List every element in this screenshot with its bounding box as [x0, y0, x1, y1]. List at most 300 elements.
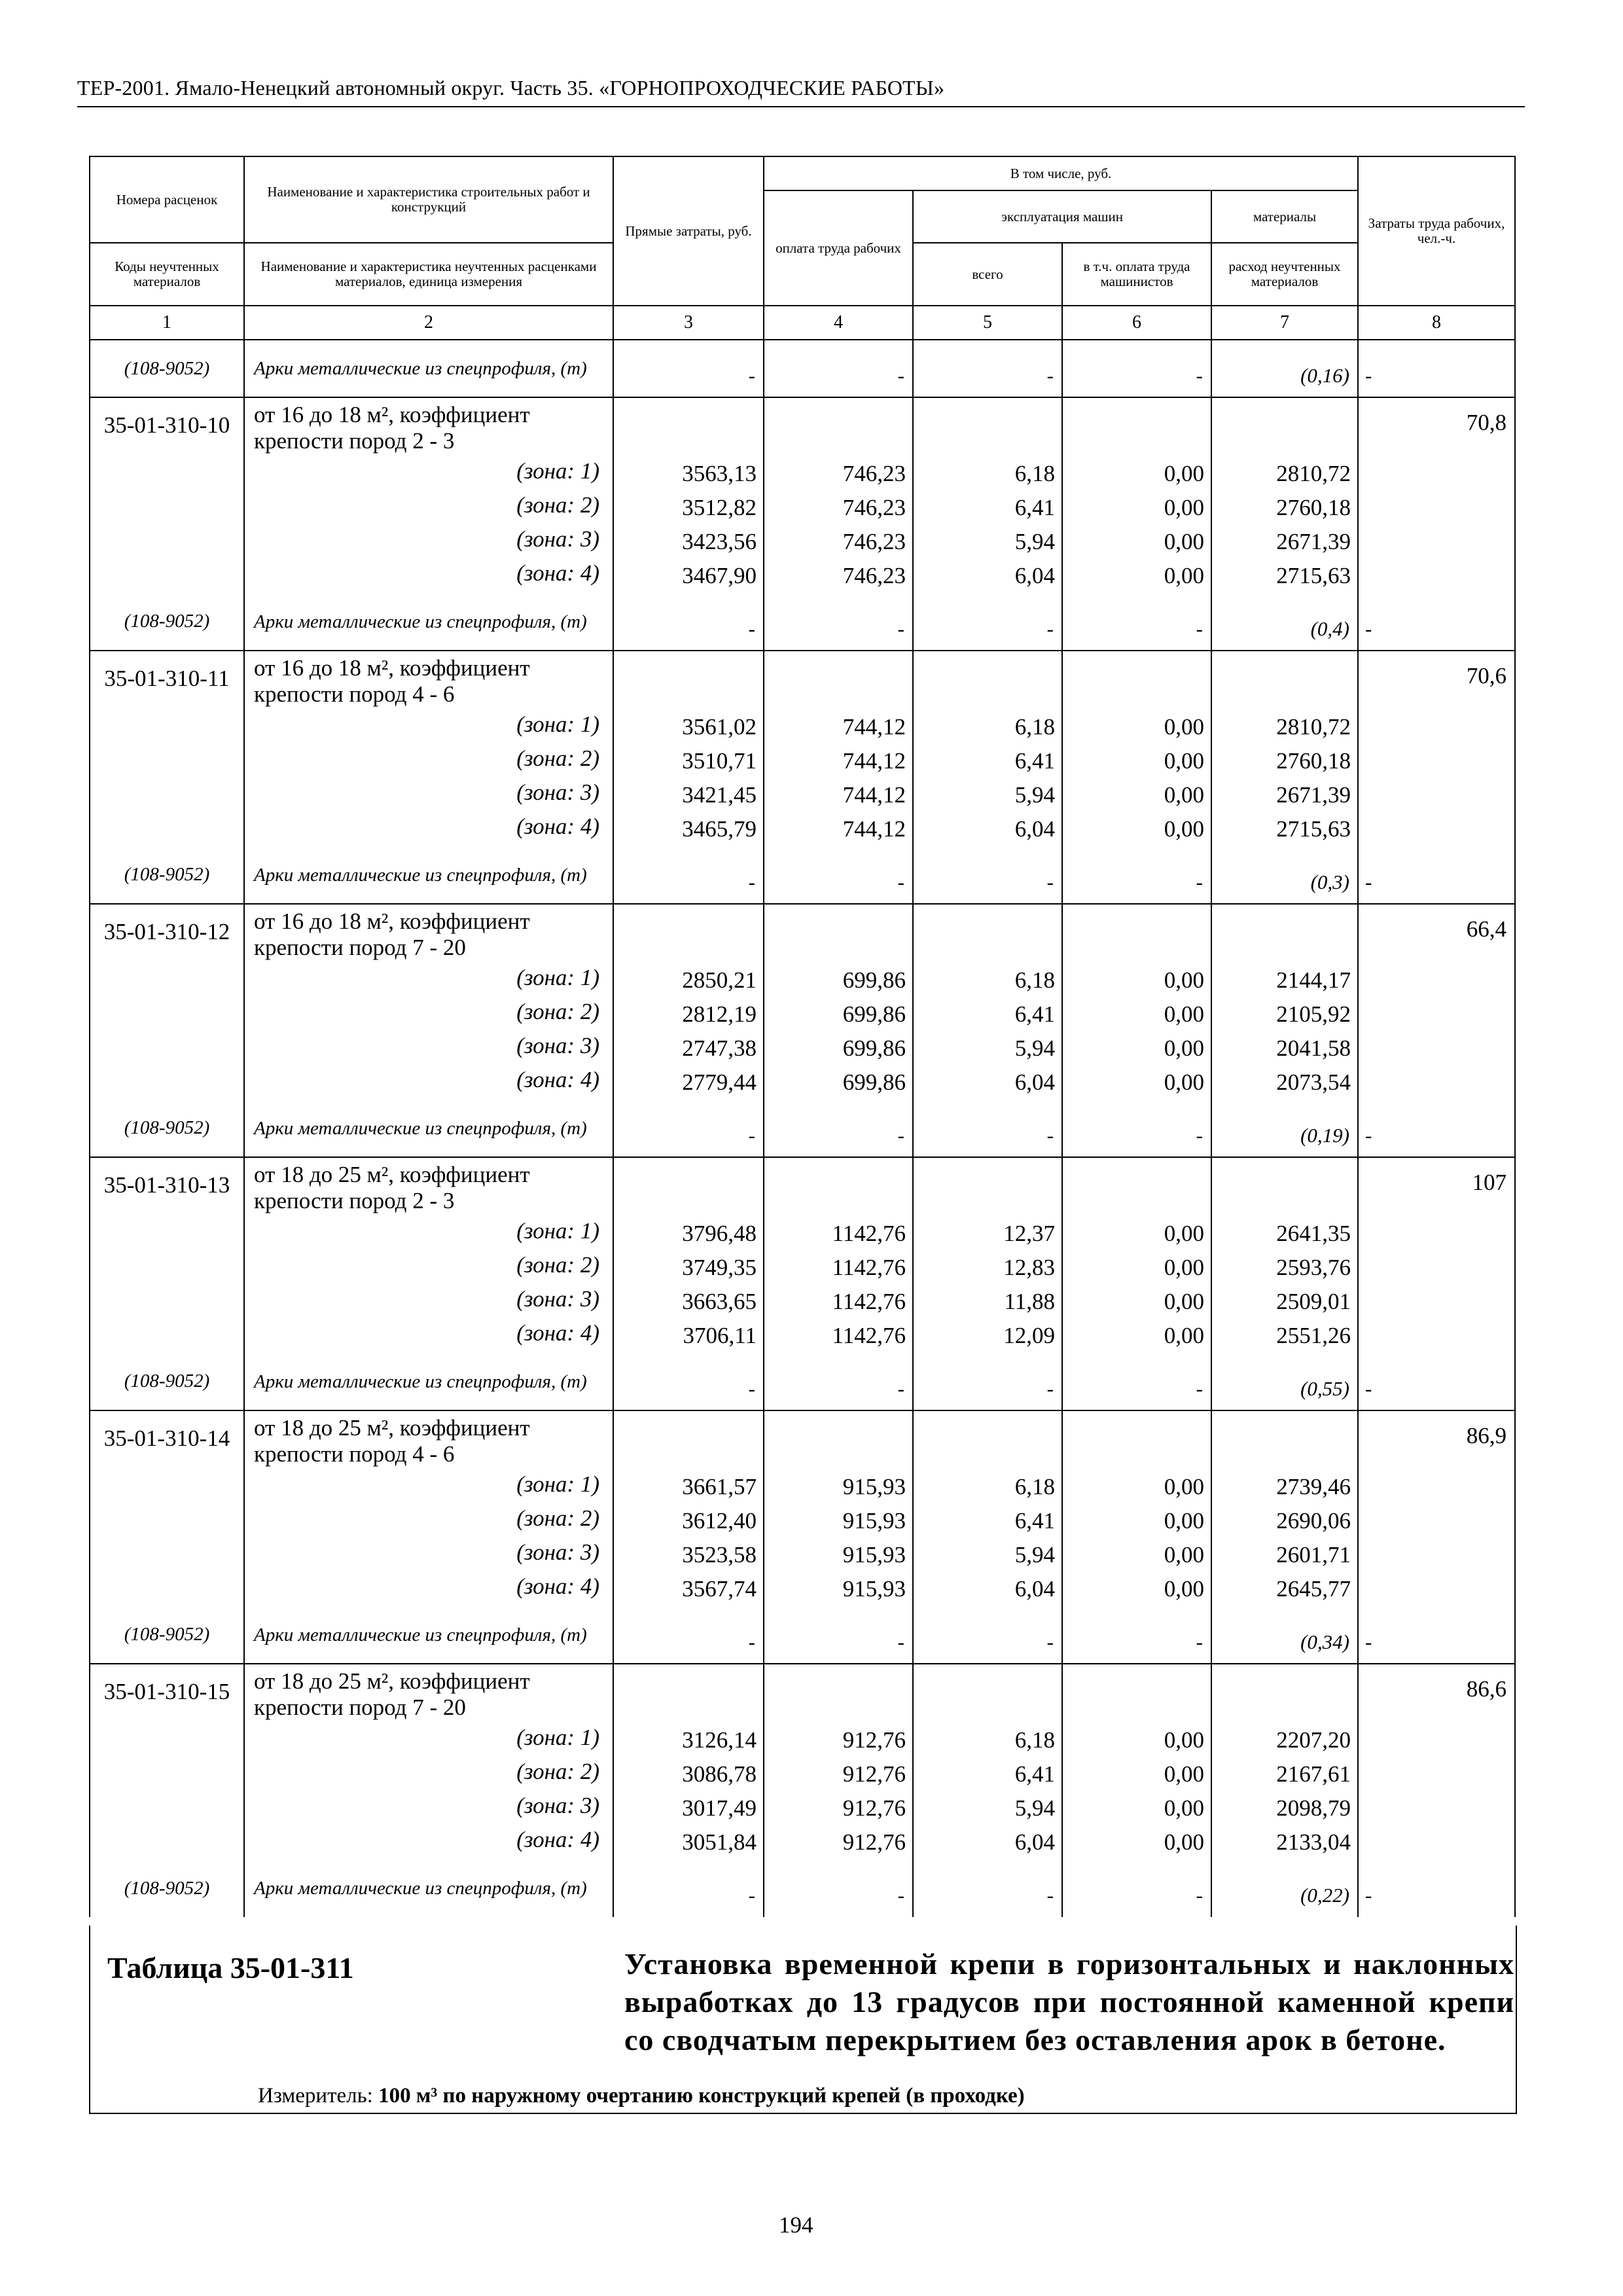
material-quantity: (0,55): [1211, 1353, 1358, 1410]
zone-label: (зона: 4): [516, 814, 599, 839]
header-labor-costs: Затраты труда рабочих, чел.-ч.: [1358, 156, 1515, 306]
machines-value-cell: [913, 397, 1062, 593]
consumable-row: [90, 1859, 1515, 1917]
materials-value: 2645,77: [1276, 1576, 1351, 1602]
dash-cell: -: [913, 1100, 1062, 1157]
material-quantity: (0,34): [1211, 1606, 1358, 1664]
header-direct-costs: Прямые затраты, руб.: [613, 156, 764, 306]
header-wages: оплата труда рабочих: [764, 190, 913, 306]
wages-value: 744,12: [842, 782, 906, 808]
header-machines-total: всего: [913, 243, 1062, 306]
rate-block: [90, 1664, 1515, 1917]
materials-value: 2810,72: [1276, 714, 1351, 740]
wages-value-cell: [764, 397, 913, 593]
direct-cost: 3796,48: [682, 1221, 757, 1246]
wages-value: 912,76: [842, 1829, 906, 1855]
direct-cost: 3523,58: [682, 1542, 757, 1568]
operators-wages-value: 0,00: [1164, 1323, 1204, 1348]
material-code: (108-9052): [90, 1353, 244, 1410]
table-measure: [258, 2084, 1025, 2108]
wages-value-cell: [764, 1664, 913, 1859]
materials-value: 2671,39: [1276, 529, 1351, 554]
machines-value: 5,94: [1014, 782, 1055, 808]
wages-value: 744,12: [842, 816, 906, 842]
dash-cell: -: [913, 846, 1062, 904]
page-number: 194: [779, 2212, 813, 2238]
zone-label: (зона: 1): [516, 1471, 599, 1497]
machines-value: 11,88: [1004, 1289, 1055, 1314]
zone-label: (зона: 1): [516, 458, 599, 484]
operators-wages-value-cell: [1062, 397, 1211, 593]
header-materials: материалы: [1211, 190, 1358, 243]
dash-cell: -: [764, 1606, 913, 1664]
operators-wages-value: 0,00: [1164, 1289, 1204, 1314]
page-header: ТЕР-2001. Ямало-Ненецкий автономный округ. Часть 35. «ГОРНОПРОХОДЧЕСКИЕ РАБОТЫ»: [77, 76, 945, 99]
rate-characteristic: от 16 до 18 м², коэффициент крепости пород 7 - 20: [254, 908, 530, 960]
zone-label: (зона: 2): [516, 745, 599, 771]
rate-characteristic: от 18 до 25 м², коэффициент крепости пород 2 - 3: [254, 1162, 530, 1213]
machines-value: 12,37: [1003, 1221, 1055, 1246]
materials-value: 2601,71: [1276, 1542, 1351, 1568]
dash-cell: -: [764, 846, 913, 904]
header-including: В том числе, руб.: [764, 156, 1358, 190]
materials-value: 2715,63: [1276, 816, 1351, 842]
direct-cost: 3510,71: [682, 748, 757, 774]
direct-cost: 3563,13: [682, 461, 757, 486]
zone-label: (зона: 2): [516, 1505, 599, 1531]
operators-wages-value: 0,00: [1164, 1829, 1204, 1855]
direct-cost: 3017,49: [682, 1795, 757, 1821]
dash-cell: -: [1358, 1606, 1515, 1664]
wages-value: 915,93: [842, 1474, 906, 1499]
materials-value: 2690,06: [1276, 1508, 1351, 1534]
materials-value-cell: [1211, 1410, 1358, 1606]
dash-cell: -: [1358, 1859, 1515, 1917]
direct-cost: 3467,90: [682, 563, 757, 588]
machines-value: 5,94: [1014, 1542, 1055, 1568]
rate-description: [244, 904, 613, 1100]
wages-value: 699,86: [842, 1035, 906, 1061]
dash-cell: -: [613, 846, 764, 904]
machines-value: 6,18: [1014, 714, 1055, 740]
dash-cell: -: [1062, 1606, 1211, 1664]
measure-value: 100 м³ по наружному очертанию конструкций крепей (в проходке): [378, 2084, 1025, 2108]
wages-value-cell: [764, 651, 913, 846]
dash-cell: -: [1062, 1100, 1211, 1157]
direct-cost-cell: [613, 397, 764, 593]
dash-cell: -: [764, 1859, 913, 1917]
direct-cost: 3126,14: [682, 1727, 757, 1753]
zone-label: (зона: 3): [516, 1539, 599, 1565]
dash-cell: -: [764, 340, 913, 397]
direct-cost: 3567,74: [682, 1576, 757, 1602]
dash-cell: -: [1062, 1353, 1211, 1410]
materials-value: 2760,18: [1276, 495, 1351, 520]
direct-cost: 2812,19: [682, 1001, 757, 1027]
materials-value: 2073,54: [1276, 1069, 1351, 1095]
materials-value: 2739,46: [1276, 1474, 1351, 1499]
direct-cost: 2779,44: [682, 1069, 757, 1095]
rate-code: 35-01-310-13: [90, 1157, 244, 1353]
material-quantity: (0,4): [1211, 593, 1358, 651]
rate-row: [90, 1157, 1515, 1353]
column-number: 7: [1211, 306, 1358, 340]
rate-row: [90, 397, 1515, 593]
direct-cost: 3661,57: [682, 1474, 757, 1499]
rate-row: [90, 651, 1515, 846]
materials-value: 2105,92: [1276, 1001, 1351, 1027]
labor-cost: 107: [1358, 1157, 1515, 1353]
direct-cost: 3749,35: [682, 1255, 757, 1280]
wages-value: 744,12: [842, 714, 906, 740]
wages-value: 1142,76: [832, 1323, 906, 1348]
machines-value-cell: [913, 651, 1062, 846]
zone-label: (зона: 2): [516, 1759, 599, 1784]
machines-value: 6,18: [1014, 967, 1055, 993]
operators-wages-value: 0,00: [1164, 1508, 1204, 1534]
zone-label: (зона: 3): [516, 780, 599, 805]
wages-value-cell: [764, 904, 913, 1100]
material-code: (108-9052): [90, 1859, 244, 1917]
dash-cell: -: [913, 1353, 1062, 1410]
rate-row: [90, 904, 1515, 1100]
zone-label: (зона: 1): [516, 1725, 599, 1750]
direct-cost-cell: [613, 1410, 764, 1606]
materials-value: 2671,39: [1276, 782, 1351, 808]
rates-table: [89, 156, 1516, 1917]
direct-cost: 3512,82: [682, 495, 757, 520]
materials-value: 2715,63: [1276, 563, 1351, 588]
machines-value-cell: [913, 1157, 1062, 1353]
operators-wages-value: 0,00: [1164, 1035, 1204, 1061]
table-number: Таблица 35-01-311: [107, 1951, 354, 1984]
consumable-row: [90, 593, 1515, 651]
rate-code: 35-01-310-15: [90, 1664, 244, 1859]
header-machines: эксплуатация машин: [913, 190, 1211, 243]
dash-cell: -: [1062, 846, 1211, 904]
zone-label: (зона: 4): [516, 1067, 599, 1092]
dash-cell: -: [613, 340, 764, 397]
direct-cost: 3663,65: [682, 1289, 757, 1314]
machines-value: 12,09: [1003, 1323, 1055, 1348]
labor-cost: 86,9: [1358, 1410, 1515, 1606]
material-quantity: (0,19): [1211, 1100, 1358, 1157]
header-work-name: Наименование и характеристика строительных работ и конструкций: [244, 156, 613, 243]
operators-wages-value: 0,00: [1164, 1001, 1204, 1027]
consumable-row: [90, 340, 1515, 397]
machines-value: 6,41: [1014, 1001, 1055, 1027]
wages-value-cell: [764, 1410, 913, 1606]
machines-value: 5,94: [1014, 1795, 1055, 1821]
direct-cost: 2850,21: [682, 967, 757, 993]
dash-cell: -: [613, 1606, 764, 1664]
wages-value: 915,93: [842, 1542, 906, 1568]
operators-wages-value: 0,00: [1164, 495, 1204, 520]
zone-label: (зона: 2): [516, 1252, 599, 1278]
materials-value: 2133,04: [1276, 1829, 1351, 1855]
rate-characteristic: от 16 до 18 м², коэффициент крепости пород 2 - 3: [254, 402, 530, 454]
materials-value: 2144,17: [1276, 967, 1351, 993]
material-name: Арки металлические из спецпрофиля, (т): [244, 846, 613, 904]
material-code: (108-9052): [90, 593, 244, 651]
operators-wages-value: 0,00: [1164, 782, 1204, 808]
wages-value: 912,76: [842, 1761, 906, 1787]
operators-wages-value: 0,00: [1164, 967, 1204, 993]
material-quantity: (0,22): [1211, 1859, 1358, 1917]
materials-value: 2207,20: [1276, 1727, 1351, 1753]
dash-cell: -: [1358, 593, 1515, 651]
wages-value: 1142,76: [832, 1221, 906, 1246]
material-name: Арки металлические из спецпрофиля, (т): [244, 1353, 613, 1410]
zone-label: (зона: 1): [516, 965, 599, 990]
direct-cost-cell: [613, 1157, 764, 1353]
zone-label: (зона: 3): [516, 526, 599, 552]
dash-cell: -: [1358, 846, 1515, 904]
wages-value: 912,76: [842, 1727, 906, 1753]
direct-cost: 3706,11: [683, 1323, 757, 1348]
machines-value: 5,94: [1014, 1035, 1055, 1061]
machines-value-cell: [913, 1664, 1062, 1859]
direct-cost: 3465,79: [682, 816, 757, 842]
zone-label: (зона: 4): [516, 1320, 599, 1346]
material-name: Арки металлические из спецпрофиля, (т): [244, 340, 613, 397]
rate-characteristic: от 18 до 25 м², коэффициент крепости пород 7 - 20: [254, 1668, 530, 1720]
machines-value: 6,04: [1014, 563, 1055, 588]
header-material-names: Наименование и характеристика неучтенных расценками материалов, единица измерения: [244, 243, 613, 306]
material-code: (108-9052): [90, 846, 244, 904]
direct-cost: 3086,78: [682, 1761, 757, 1787]
machines-value-cell: [913, 1410, 1062, 1606]
materials-value: 2760,18: [1276, 748, 1351, 774]
machines-value-cell: [913, 904, 1062, 1100]
wages-value: 746,23: [842, 495, 906, 520]
dash-cell: -: [1062, 1859, 1211, 1917]
operators-wages-value: 0,00: [1164, 1474, 1204, 1499]
zone-label: (зона: 4): [516, 1827, 599, 1852]
labor-cost: 66,4: [1358, 904, 1515, 1100]
material-name: Арки металлические из спецпрофиля, (т): [244, 593, 613, 651]
wages-value: 699,86: [842, 967, 906, 993]
direct-cost: 3423,56: [682, 529, 757, 554]
materials-value: 2041,58: [1276, 1035, 1351, 1061]
material-code: (108-9052): [90, 1100, 244, 1157]
header-operators-wages: в т.ч. оплата труда машинистов: [1062, 243, 1211, 306]
machines-value: 6,04: [1014, 816, 1055, 842]
machines-value: 6,04: [1014, 1829, 1055, 1855]
materials-value-cell: [1211, 397, 1358, 593]
zone-label: (зона: 2): [516, 492, 599, 518]
zone-label: (зона: 4): [516, 560, 599, 586]
machines-value: 6,04: [1014, 1069, 1055, 1095]
dash-cell: -: [613, 593, 764, 651]
material-name: Арки металлические из спецпрофиля, (т): [244, 1100, 613, 1157]
rate-characteristic: от 16 до 18 м², коэффициент крепости пород 4 - 6: [254, 655, 530, 707]
machines-value: 6,41: [1014, 1508, 1055, 1534]
dash-cell: -: [613, 1353, 764, 1410]
dash-cell: -: [913, 340, 1062, 397]
measure-label: Измеритель:: [258, 2084, 379, 2108]
wages-value: 699,86: [842, 1069, 906, 1095]
machines-value: 6,18: [1014, 461, 1055, 486]
wages-value: 746,23: [842, 529, 906, 554]
materials-value-cell: [1211, 1664, 1358, 1859]
dash-cell: -: [764, 593, 913, 651]
machines-value: 6,41: [1014, 748, 1055, 774]
machines-value: 6,18: [1014, 1474, 1055, 1499]
zone-label: (зона: 1): [516, 1218, 599, 1244]
operators-wages-value: 0,00: [1164, 529, 1204, 554]
material-name: Арки металлические из спецпрофиля, (т): [244, 1606, 613, 1664]
rate-code: 35-01-310-14: [90, 1410, 244, 1606]
material-code: (108-9052): [90, 340, 244, 397]
materials-value: 2641,35: [1276, 1221, 1351, 1246]
dash-cell: -: [913, 1606, 1062, 1664]
direct-cost-cell: [613, 1664, 764, 1859]
table-title: Установка временной крепи в горизонтальных и наклонных выработках до 13 градусов при постоянной каменной крепи со сводчатым перекрытием без оставления арок в бетоне.: [624, 1947, 1514, 2056]
rate-code: 35-01-310-11: [90, 651, 244, 846]
material-code: (108-9052): [90, 1606, 244, 1664]
machines-value: 6,41: [1014, 1761, 1055, 1787]
wages-value: 746,23: [842, 461, 906, 486]
rate-description: [244, 1664, 613, 1859]
consumable-row: [90, 1100, 1515, 1157]
operators-wages-value: 0,00: [1164, 1727, 1204, 1753]
wages-value: 915,93: [842, 1508, 906, 1534]
column-number: 8: [1358, 306, 1515, 340]
header-rule: [77, 106, 1525, 107]
zone-label: (зона: 3): [516, 1793, 599, 1818]
rate-block: [90, 651, 1515, 904]
next-table-heading: [89, 1926, 1517, 2114]
materials-value: 2509,01: [1276, 1289, 1351, 1314]
dash-cell: -: [1062, 340, 1211, 397]
operators-wages-value-cell: [1062, 651, 1211, 846]
labor-cost: 70,6: [1358, 651, 1515, 846]
materials-value-cell: [1211, 1157, 1358, 1353]
dash-cell: -: [764, 1100, 913, 1157]
materials-value: 2593,76: [1276, 1255, 1351, 1280]
direct-cost: 3612,40: [682, 1508, 757, 1534]
materials-value: 2167,61: [1276, 1761, 1351, 1787]
dash-cell: -: [1358, 1353, 1515, 1410]
consumable-row: [90, 846, 1515, 904]
machines-value: 12,83: [1003, 1255, 1055, 1280]
column-number: 1: [90, 306, 244, 340]
operators-wages-value: 0,00: [1164, 1576, 1204, 1602]
wages-value: 699,86: [842, 1001, 906, 1027]
operators-wages-value: 0,00: [1164, 748, 1204, 774]
zone-label: (зона: 3): [516, 1033, 599, 1058]
operators-wages-value: 0,00: [1164, 1255, 1204, 1280]
dash-cell: -: [613, 1859, 764, 1917]
consumable-row: [90, 1606, 1515, 1664]
rate-block: [90, 904, 1515, 1157]
materials-value-cell: [1211, 904, 1358, 1100]
material-quantity: (0,16): [1211, 340, 1358, 397]
header-material-codes: Коды неучтенных материалов: [90, 243, 244, 306]
wages-value: 1142,76: [832, 1289, 906, 1314]
operators-wages-value-cell: [1062, 1410, 1211, 1606]
materials-value: 2098,79: [1276, 1795, 1351, 1821]
zone-label: (зона: 4): [516, 1573, 599, 1599]
direct-cost-cell: [613, 904, 764, 1100]
zone-label: (зона: 2): [516, 999, 599, 1024]
operators-wages-value: 0,00: [1164, 714, 1204, 740]
rate-row: [90, 1664, 1515, 1859]
column-number: 5: [913, 306, 1062, 340]
rate-characteristic: от 18 до 25 м², коэффициент крепости пород 4 - 6: [254, 1415, 530, 1467]
column-number: 4: [764, 306, 913, 340]
dash-cell: -: [913, 1859, 1062, 1917]
materials-value-cell: [1211, 651, 1358, 846]
operators-wages-value: 0,00: [1164, 563, 1204, 588]
operators-wages-value: 0,00: [1164, 816, 1204, 842]
material-name: Арки металлические из спецпрофиля, (т): [244, 1859, 613, 1917]
dash-cell: -: [913, 593, 1062, 651]
rate-code: 35-01-310-10: [90, 397, 244, 593]
wages-value: 915,93: [842, 1576, 906, 1602]
rate-block: [90, 1157, 1515, 1410]
rate-block: [90, 397, 1515, 651]
direct-cost: 3561,02: [682, 714, 757, 740]
operators-wages-value: 0,00: [1164, 1069, 1204, 1095]
materials-value: 2551,26: [1276, 1323, 1351, 1348]
machines-value: 5,94: [1014, 529, 1055, 554]
operators-wages-value-cell: [1062, 1664, 1211, 1859]
header-unaccounted-materials: расход неучтенных материалов: [1211, 243, 1358, 306]
labor-cost: 70,8: [1358, 397, 1515, 593]
column-number: 2: [244, 306, 613, 340]
materials-value: 2810,72: [1276, 461, 1351, 486]
labor-cost: 86,6: [1358, 1664, 1515, 1859]
zone-label: (зона: 1): [516, 711, 599, 737]
dash-cell: -: [1062, 593, 1211, 651]
rate-description: [244, 1157, 613, 1353]
dash-cell: -: [613, 1100, 764, 1157]
operators-wages-value: 0,00: [1164, 1542, 1204, 1568]
material-quantity: (0,3): [1211, 846, 1358, 904]
rate-description: [244, 397, 613, 593]
dash-cell: -: [1358, 1100, 1515, 1157]
machines-value: 6,18: [1014, 1727, 1055, 1753]
direct-cost: 3051,84: [682, 1829, 757, 1855]
operators-wages-value-cell: [1062, 1157, 1211, 1353]
wages-value: 912,76: [842, 1795, 906, 1821]
direct-cost: 2747,38: [682, 1035, 757, 1061]
column-number: 3: [613, 306, 764, 340]
operators-wages-value: 0,00: [1164, 461, 1204, 486]
direct-cost-cell: [613, 651, 764, 846]
operators-wages-value-cell: [1062, 904, 1211, 1100]
rate-block: [90, 1410, 1515, 1664]
dash-cell: -: [1358, 340, 1515, 397]
wages-value-cell: [764, 1157, 913, 1353]
direct-cost: 3421,45: [682, 782, 757, 808]
rate-row: [90, 1410, 1515, 1606]
operators-wages-value: 0,00: [1164, 1221, 1204, 1246]
header-rate-numbers: Номера расценок: [90, 156, 244, 243]
consumable-row: [90, 1353, 1515, 1410]
wages-value: 1142,76: [832, 1255, 906, 1280]
dash-cell: -: [764, 1353, 913, 1410]
rate-code: 35-01-310-12: [90, 904, 244, 1100]
machines-value: 6,41: [1014, 495, 1055, 520]
wages-value: 744,12: [842, 748, 906, 774]
machines-value: 6,04: [1014, 1576, 1055, 1602]
wages-value: 746,23: [842, 563, 906, 588]
rate-description: [244, 1410, 613, 1606]
zone-label: (зона: 3): [516, 1286, 599, 1312]
